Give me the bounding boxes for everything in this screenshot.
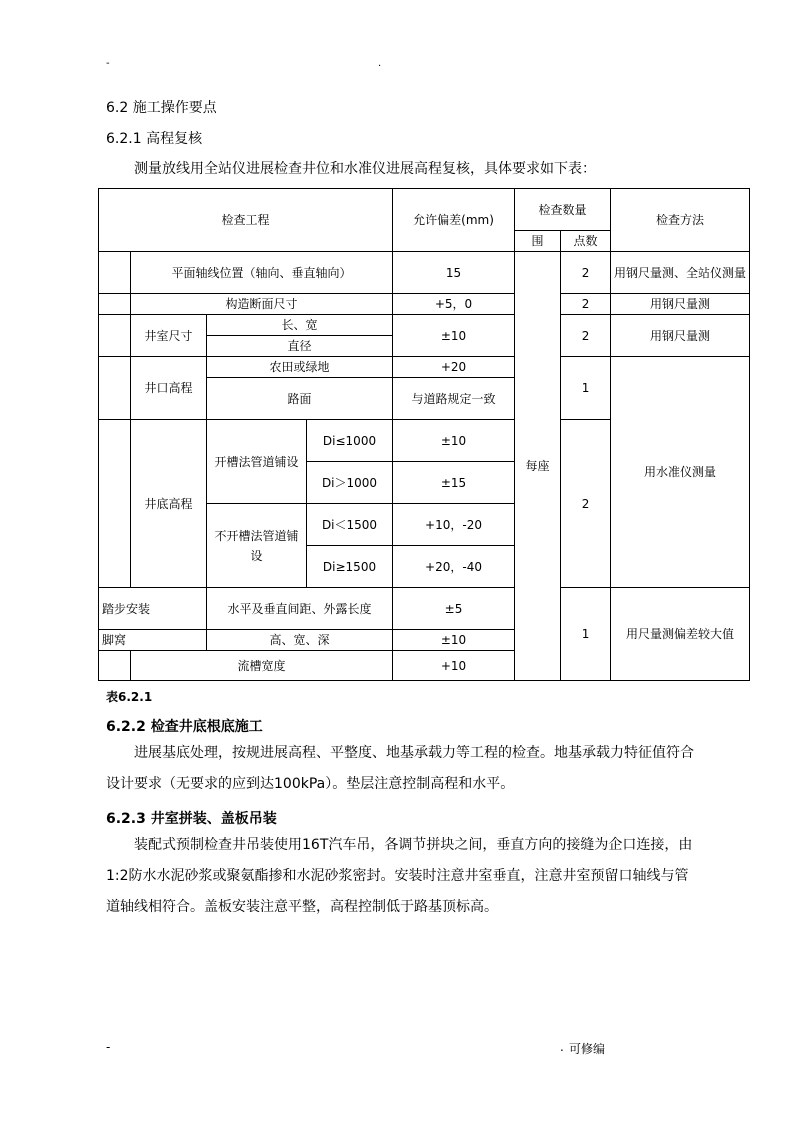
socket-sub: 高、宽、深 <box>207 630 393 651</box>
socket-item: 脚窝 <box>99 630 207 651</box>
chamber-diameter: 直径 <box>207 336 393 357</box>
intro-paragraph: 测量放线用全站仪进展检查井位和水准仪进展高程复核，具体要求如下表： <box>134 161 596 177</box>
head-quantity: 检查数量 <box>515 189 611 231</box>
channel-item: 流槽宽度 <box>131 651 393 681</box>
row-section-method: 用钢尺量测 <box>611 294 750 315</box>
lower-points: 1 <box>561 588 611 681</box>
subsection-2-body: 进展基底处理，按规进展高程、平整度、地基承载力等工程的检查。地基承载力特征值符合设计要求（无要求的应到达100kPa）。垫层注意控制高程和水平。 <box>106 745 694 792</box>
row-blank <box>99 315 131 357</box>
header-mark-right: . <box>378 58 382 69</box>
mouth-road-tol: 与道路规定一致 <box>393 378 515 420</box>
bottom-open-b-tol: ±15 <box>393 462 515 504</box>
footer-mark-left: - <box>106 1040 111 1054</box>
row-section-tol: +5，0 <box>393 294 515 315</box>
chamber-points: 2 <box>561 315 611 357</box>
subsection-heading-2: 6.2.2 检查井底根底施工 <box>106 719 263 735</box>
inspection-table <box>98 188 750 681</box>
row-section-item: 构造断面尺寸 <box>131 294 393 315</box>
mouth-group: 井口高程 <box>131 357 207 420</box>
head-item: 检查工程 <box>99 189 393 252</box>
row-blank <box>99 357 131 420</box>
chamber-tol: ±10 <box>393 315 515 357</box>
bottom-closed-a: Di＜1500 <box>307 504 393 546</box>
bottom-closed-b-tol: +20，-40 <box>393 546 515 588</box>
bottom-open-a-tol: ±10 <box>393 420 515 462</box>
head-method: 检查方法 <box>611 189 750 252</box>
mouth-road: 路面 <box>207 378 393 420</box>
row-blank <box>99 294 131 315</box>
bottom-closed-b: Di≥1500 <box>307 546 393 588</box>
lower-method: 用尺量测偏差较大值 <box>611 588 750 681</box>
row-blank <box>99 252 131 294</box>
step-tol: ±5 <box>393 588 515 630</box>
subsection-heading-1: 6.2.1 高程复核 <box>106 131 203 147</box>
row-blank <box>99 651 131 681</box>
table-caption: 表6.2.1 <box>106 690 153 704</box>
bottom-points: 2 <box>561 420 611 588</box>
bottom-open: 开槽法管道铺设 <box>207 420 307 504</box>
row-plane-item: 平面轴线位置（轴向、垂直轴向） <box>131 252 393 294</box>
footer-text: 可修编 <box>569 1042 606 1056</box>
head-tolerance: 允许偏差(mm) <box>393 189 515 252</box>
channel-tol: +10 <box>393 651 515 681</box>
row-plane-points: 2 <box>561 252 611 294</box>
bottom-open-a: Di≤1000 <box>307 420 393 462</box>
head-range: 围 <box>515 231 561 252</box>
bottom-closed: 不开槽法管道铺设 <box>207 504 307 588</box>
step-sub: 水平及垂直间距、外露长度 <box>207 588 393 630</box>
level-method: 用水准仪测量 <box>611 357 750 588</box>
bottom-open-b: Di＞1000 <box>307 462 393 504</box>
chamber-group: 井室尺寸 <box>131 315 207 357</box>
subsection-heading-3: 6.2.3 井室拼装、盖板吊装 <box>106 811 277 827</box>
section-heading: 6.2 施工操作要点 <box>106 100 217 116</box>
socket-tol: ±10 <box>393 630 515 651</box>
row-section-points: 2 <box>561 294 611 315</box>
range-all: 每座 <box>515 252 561 681</box>
row-plane-tol: 15 <box>393 252 515 294</box>
row-blank <box>99 420 131 588</box>
step-item: 踏步安装 <box>99 588 207 630</box>
head-points: 点数 <box>561 231 611 252</box>
chamber-method: 用钢尺量测 <box>611 315 750 357</box>
mouth-farm-tol: +20 <box>393 357 515 378</box>
footer-mark-right: . <box>560 1040 564 1054</box>
chamber-length: 长、宽 <box>207 315 393 336</box>
header-mark-left: - <box>106 58 110 69</box>
mouth-points: 1 <box>561 357 611 420</box>
subsection-3-body: 装配式预制检查井吊装使用16T汽车吊，各调节拼块之间，垂直方向的接缝为企口连接，由1:2防水水泥砂浆或聚氨酯掺和水泥砂浆密封。安装时注意井室垂直，注意井室预留口轴线与管道轴线相符合。盖板安装注意平整，高程控制低于路基顶标高。 <box>106 837 693 915</box>
mouth-farm: 农田或绿地 <box>207 357 393 378</box>
row-plane-method: 用钢尺量测、全站仪测量 <box>611 252 750 294</box>
bottom-closed-a-tol: +10，-20 <box>393 504 515 546</box>
bottom-group: 井底高程 <box>131 420 207 588</box>
